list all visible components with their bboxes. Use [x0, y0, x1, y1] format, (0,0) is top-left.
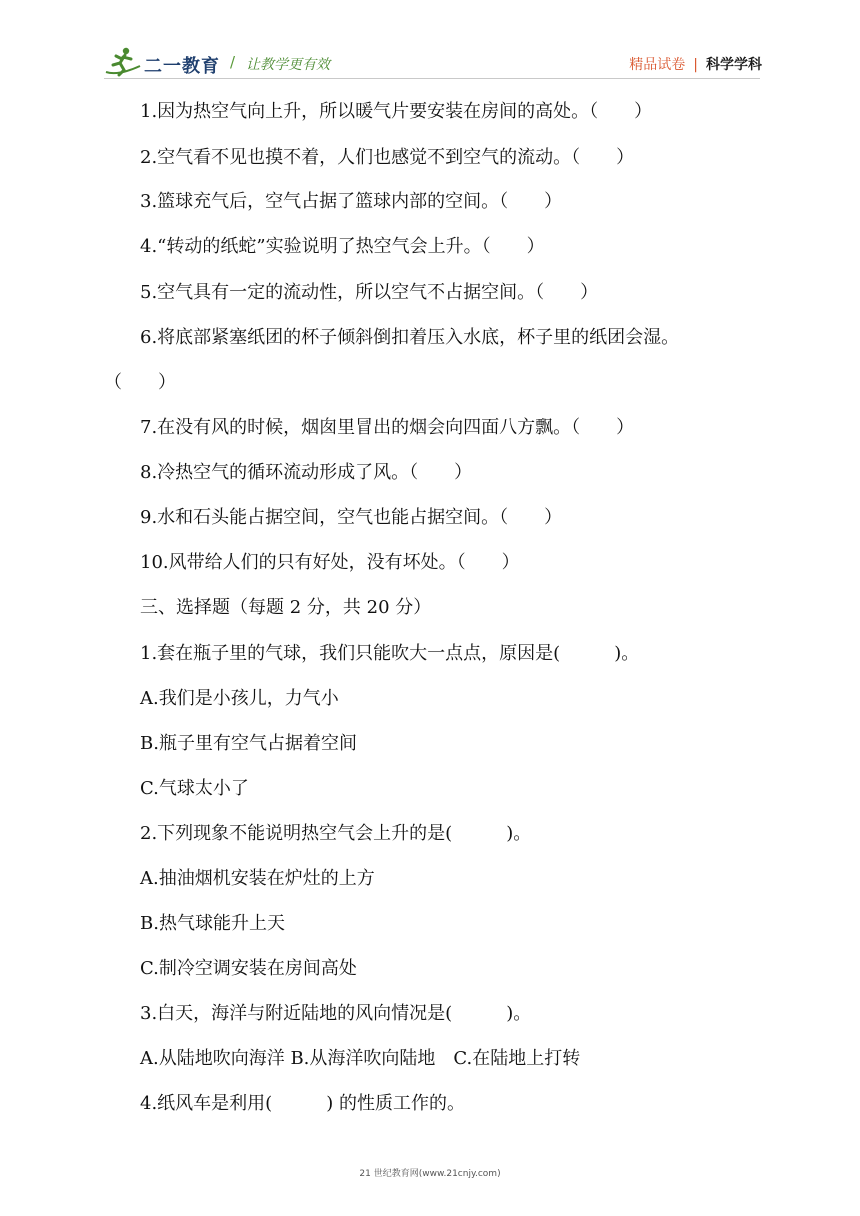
answer-option: B.热气球能升上天 [140, 913, 285, 934]
logo-slogan: 让教学更有效 [246, 57, 330, 73]
judgement-item: 10.风带给人们的只有好处，没有坏处。（ ） [140, 552, 520, 573]
question-stem: 1.套在瓶子里的气球，我们只能吹大一点点，原因是( )。 [140, 643, 640, 664]
judgement-item: 1.因为热空气向上升，所以暖气片要安装在房间的高处。（ ） [140, 101, 653, 122]
judgement-item: 2.空气看不见也摸不着，人们也感觉不到空气的流动。（ ） [140, 147, 635, 168]
logo [104, 46, 334, 80]
answer-options-row: A.从陆地吹向海洋 B.从海洋吹向陆地 C.在陆地上打转 [140, 1048, 581, 1069]
judgement-item: 8.冷热空气的循环流动形成了风。（ ） [140, 462, 473, 483]
exam-tag: 精品试卷 [629, 57, 686, 73]
judgement-item: 7.在没有风的时候，烟囱里冒出的烟会向四面八方飘。（ ） [140, 417, 635, 438]
judgement-item: 4.“转动的纸蛇”实验说明了热空气会上升。（ ） [140, 236, 545, 257]
section-title: 三、选择题（每题 2 分，共 20 分） [140, 597, 432, 618]
header-divider: | [693, 57, 698, 73]
header-divider-line [104, 78, 760, 79]
answer-option: A.抽油烟机安装在炉灶的上方 [140, 868, 375, 889]
logo-name: 二一教育 [144, 56, 220, 77]
judgement-item: 9.水和石头能占据空间，空气也能占据空间。（ ） [140, 507, 563, 528]
page-footer: 21 世纪教育网(www.21cnjy.com) [359, 1169, 501, 1179]
question-stem: 3.白天，海洋与附近陆地的风向情况是( )。 [140, 1003, 532, 1024]
judgement-item: 3.篮球充气后，空气占据了篮球内部的空间。（ ） [140, 191, 563, 212]
header-tags [629, 54, 762, 74]
question-stem: 2.下列现象不能说明热空气会上升的是( )。 [140, 823, 532, 844]
judgement-item-continuation: （ ） [104, 372, 176, 393]
answer-option: C.制冷空调安装在房间高处 [140, 958, 357, 979]
page-header [0, 0, 860, 86]
logo-divider: / [230, 53, 236, 71]
question-stem: 4.纸风车是利用( ) 的性质工作的。 [140, 1093, 465, 1114]
judgement-item: 6.将底部紧塞纸团的杯子倾斜倒扣着压入水底，杯子里的纸团会湿。 [140, 327, 680, 348]
answer-option: C.气球太小了 [140, 778, 249, 799]
subject-tag: 科学学科 [706, 57, 762, 73]
answer-option: A.我们是小孩儿，力气小 [140, 688, 339, 709]
answer-option: B.瓶子里有空气占据着空间 [140, 733, 357, 754]
judgement-item: 5.空气具有一定的流动性，所以空气不占据空间。（ ） [140, 282, 599, 303]
runner-logo-icon [104, 46, 144, 78]
